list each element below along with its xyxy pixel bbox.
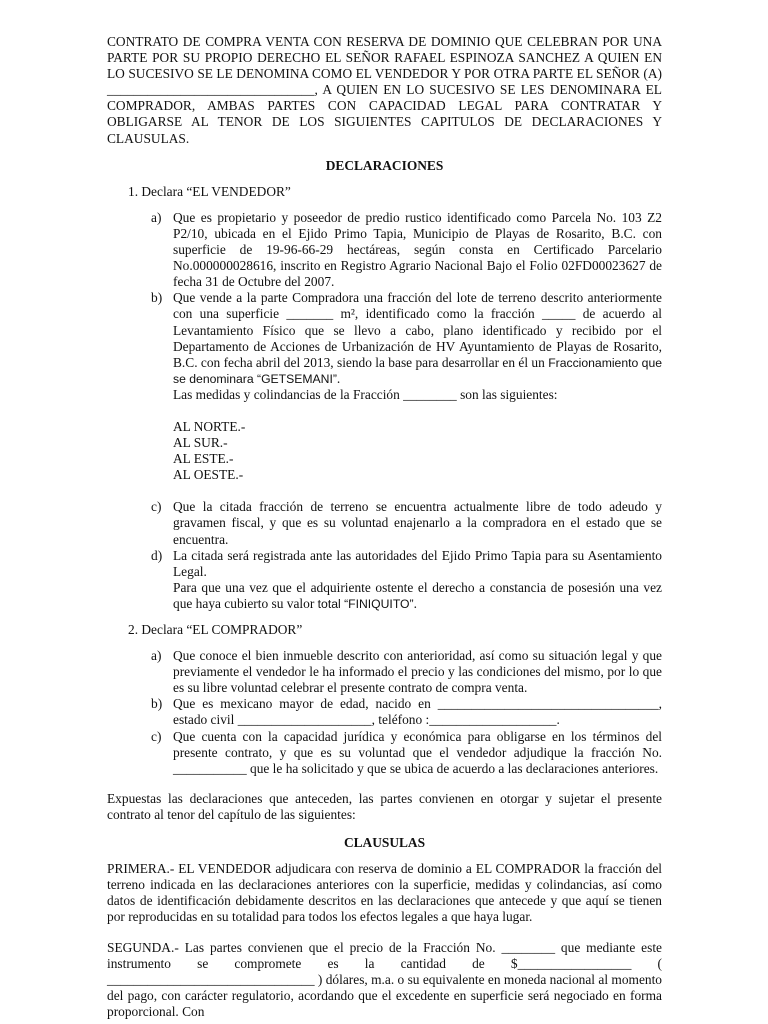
vendedor-title: 1. Declara “EL VENDEDOR” [128, 183, 291, 199]
comprador-title: 2. Declara “EL COMPRADOR” [128, 622, 303, 637]
item-text: Que es mexicano mayor de edad, nacido en _________________________________, estado civil ____________________, teléfono :___________________. [173, 696, 662, 728]
al-este: AL ESTE.- [173, 451, 234, 467]
contract-intro: CONTRATO DE COMPRA VENTA CON RESERVA DE DOMINIO QUE CELEBRAN POR UNA PARTE POR SU PROPIO DERECHO EL SEÑOR RAFAEL ESPINOZA SANCHEZ A QUIEN EN LO SUCESIVO SE LE DENOMINA COMO EL VENDEDOR Y POR OTRA PARTE EL SEÑOR (A) _______________________________, A QUIEN EN LO SUCESIVO SE LES DENOMINARA EL COMPRADOR, AMBAS PARTES CON CAPACIDAD LEGAL PARA CONTRATAR Y OBLIGARSE AL TENOR DE LOS SIGUIENTES CAPITULOS DE DECLARACIONES Y CLAUSULAS. [107, 34, 662, 146]
comprador-item-a [107, 648, 662, 696]
finiquito-label: total “FINIQUITO” [317, 596, 414, 611]
item-text: Que es propietario y poseedor de predio rustico identificado como Parcela No. 103 Z2 P2/10, ubicada en el Ejido Primo Tapia, Municipio de Playas de Rosarito, B.C. con superficie de 19-96-66-29 hectáreas, según consta en Certificado Parcelario No.000000028616, inscrito en Registro Agrario Nacional Bajo el Folio 02FD00023627 de fecha 31 de Octubre del 2007. [173, 209, 662, 290]
item-label: b) [151, 290, 163, 306]
vendedor-item-b [107, 290, 662, 387]
al-sur: AL SUR.- [173, 435, 228, 451]
item-label: d) [151, 547, 163, 563]
item-label: a) [151, 648, 162, 664]
item-text: Que cuenta con la capacidad jurídica y económica para obligarse en los términos del presente contrato, y que es su voluntad que el vendedor adjudique la fracción No. ___________ que le ha solicitado y que se ubica de acuerdo a las declaraciones anteriores. [173, 728, 662, 776]
item-end: . [336, 370, 341, 386]
item-label: b) [151, 696, 163, 712]
expuestas-paragraph: Expuestas las declaraciones que anteceden, las partes convienen en otorgar y sujetar el presente contrato al tenor del capítulo de las siguientes: [107, 790, 662, 822]
declaraciones-heading: DECLARACIONES [325, 157, 444, 173]
vendedor-item-c [107, 499, 662, 547]
contract-page [107, 34, 662, 1020]
al-norte: AL NORTE.- [173, 418, 246, 434]
vendedor-item-a [107, 210, 662, 290]
vendedor-item-d [107, 548, 662, 612]
medidas-line: Las medidas y colindancias de la Fracción ________ son las siguientes: [173, 386, 558, 402]
clausula-segunda: SEGUNDA.- Las partes convienen que el precio de la Fracción No. ________ que mediante este instrumento se compromete es la cantidad de $_________________ ( _______________________________ ) dólares, m.a. o su equivalente en moneda nacional al momento del pago, con carácter regulatorio, acordando que el excedente en superficie será negociado en forma proporcional. Con [107, 939, 662, 1019]
item-label: a) [151, 209, 162, 225]
comprador-item-c [107, 729, 662, 777]
fraccionamiento-name: Fraccionamiento que se denominara “GETSEMANI” [173, 355, 662, 386]
item-end: . [413, 595, 417, 611]
item-label: c) [151, 499, 162, 515]
item-text: Que conoce el bien inmueble descrito con anterioridad, así como su situación legal y que previamente el vendedor le ha informado el precio y las condiciones del mismo, por lo que es su libre voluntad celebrar el presente contrato de compra venta. [173, 648, 662, 696]
clausulas-heading: CLAUSULAS [343, 835, 426, 851]
comprador-item-b [107, 696, 662, 728]
item-label: c) [151, 728, 162, 744]
al-oeste: AL OESTE.- [173, 467, 244, 483]
item-text-2: Para que una vez que el adquiriente ostente el derecho a constancia de posesión una vez que haya cubierto su valor [173, 579, 662, 611]
item-text: Que la citada fracción de terreno se encuentra actualmente libre de todo adeudo y gravamen fiscal, y que es su voluntad enajenarlo a la compradora en el estado que se encuentra. [173, 499, 662, 547]
item-text: La citada será registrada ante las autoridades del Ejido Primo Tapia para su Asentamiento Legal. [173, 547, 662, 579]
item-text: Que vende a la parte Compradora una fracción del lote de terreno descrito anteriormente con una superficie _______ m², identificado como la fracción _____ de acuerdo al Levantamiento Físico que se llevo a cabo, plano identificado y recibido por el Departamento de Acciones de Urbanización de HV Ayuntamiento de Playas de Rosarito, B.C. con fecha abril del 2013, siendo la base para desarrollar en él un [173, 290, 662, 370]
clausula-primera: PRIMERA.- EL VENDEDOR adjudicara con reserva de dominio a EL COMPRADOR la fracción del terreno indicada en las declaraciones anteriores con la superficie, medidas y colindancias, así como datos de identificación debidamente descritos en las declaraciones que antecede y que aquí se tienen por reproducidas en su totalidad para todos los efectos legales a que haya lugar. [107, 861, 662, 925]
